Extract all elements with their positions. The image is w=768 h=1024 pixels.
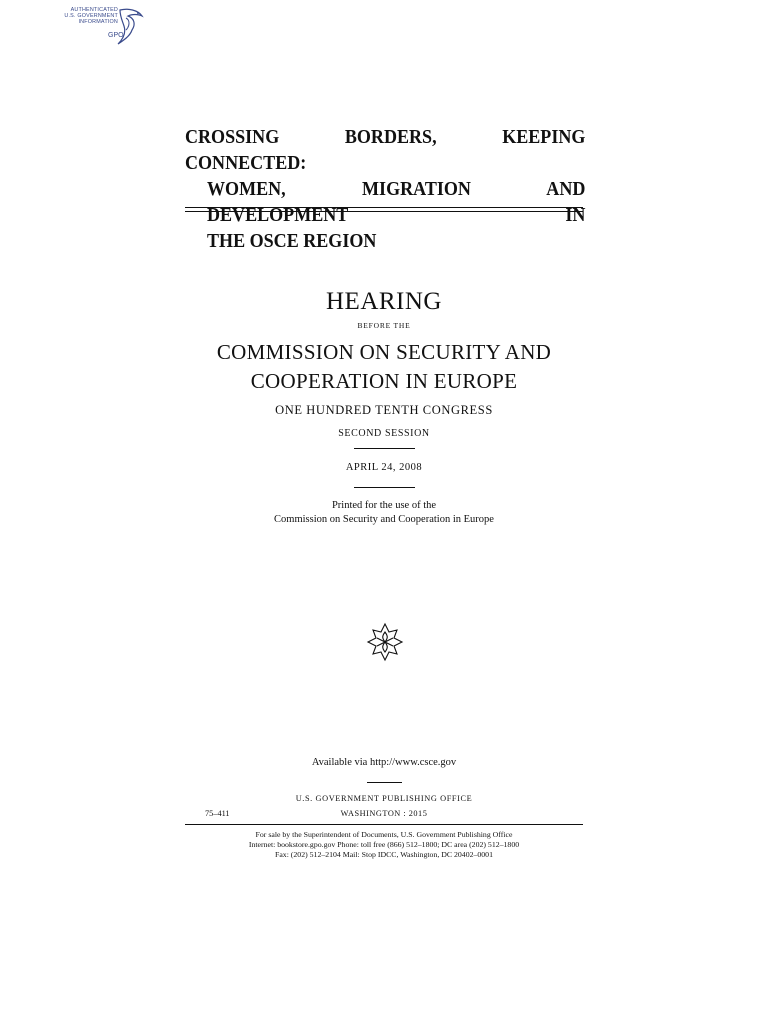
commission-name-line1: COMMISSION ON SECURITY AND [216, 340, 552, 364]
title-line3: THE OSCE REGION [207, 230, 377, 252]
seal-text-line2: U.S. GOVERNMENT [64, 13, 118, 19]
sale-info-line1: For sale by the Superintendent of Documents, U.S. Government Publishing Office [255, 830, 513, 839]
seal-text-line1: AUTHENTICATED [70, 7, 118, 13]
eagle-icon [116, 6, 148, 48]
title-double-rule-top [185, 207, 583, 208]
document-title [185, 124, 585, 254]
footer-rule [185, 824, 583, 825]
title-double-rule-bottom [185, 211, 583, 212]
seal-gpo-text: GPO [108, 32, 124, 39]
publication-location-year: WASHINGTON : 2015 [340, 809, 428, 818]
title-line1: CROSSING BORDERS, KEEPING CONNECTED: [185, 126, 586, 174]
job-number: 75–411 [205, 809, 230, 818]
divider-rule [367, 782, 402, 783]
commission-name-line2: COOPERATION IN EUROPE [250, 369, 518, 393]
hearing-heading: HEARING [326, 288, 442, 315]
title-line2: WOMEN, MIGRATION AND DEVELOPMENT IN [207, 178, 586, 226]
gpo-authentication-seal [58, 6, 150, 50]
seal-text-line3: INFORMATION [78, 19, 118, 25]
before-the-label: BEFORE THE [357, 321, 411, 330]
sale-info-line2: Internet: bookstore.gpo.gov Phone: toll free (866) 512–1800; DC area (202) 512–1800 [248, 840, 520, 849]
hearing-date: APRIL 24, 2008 [345, 462, 423, 473]
ornament-icon [364, 620, 406, 664]
printed-for-line1: Printed for the use of the [331, 500, 437, 511]
publishing-office: U.S. GOVERNMENT PUBLISHING OFFICE [295, 794, 473, 803]
printed-for-line2: Commission on Security and Cooperation in Europe [274, 514, 494, 525]
congress-label: ONE HUNDRED TENTH CONGRESS [275, 403, 493, 417]
sale-info-line3: Fax: (202) 512–2104 Mail: Stop IDCC, Washington, DC 20402–0001 [275, 850, 493, 859]
availability-line: Available via http://www.csce.gov [311, 757, 457, 768]
divider-rule [354, 487, 415, 488]
divider-rule [354, 448, 415, 449]
session-label: SECOND SESSION [338, 428, 430, 439]
